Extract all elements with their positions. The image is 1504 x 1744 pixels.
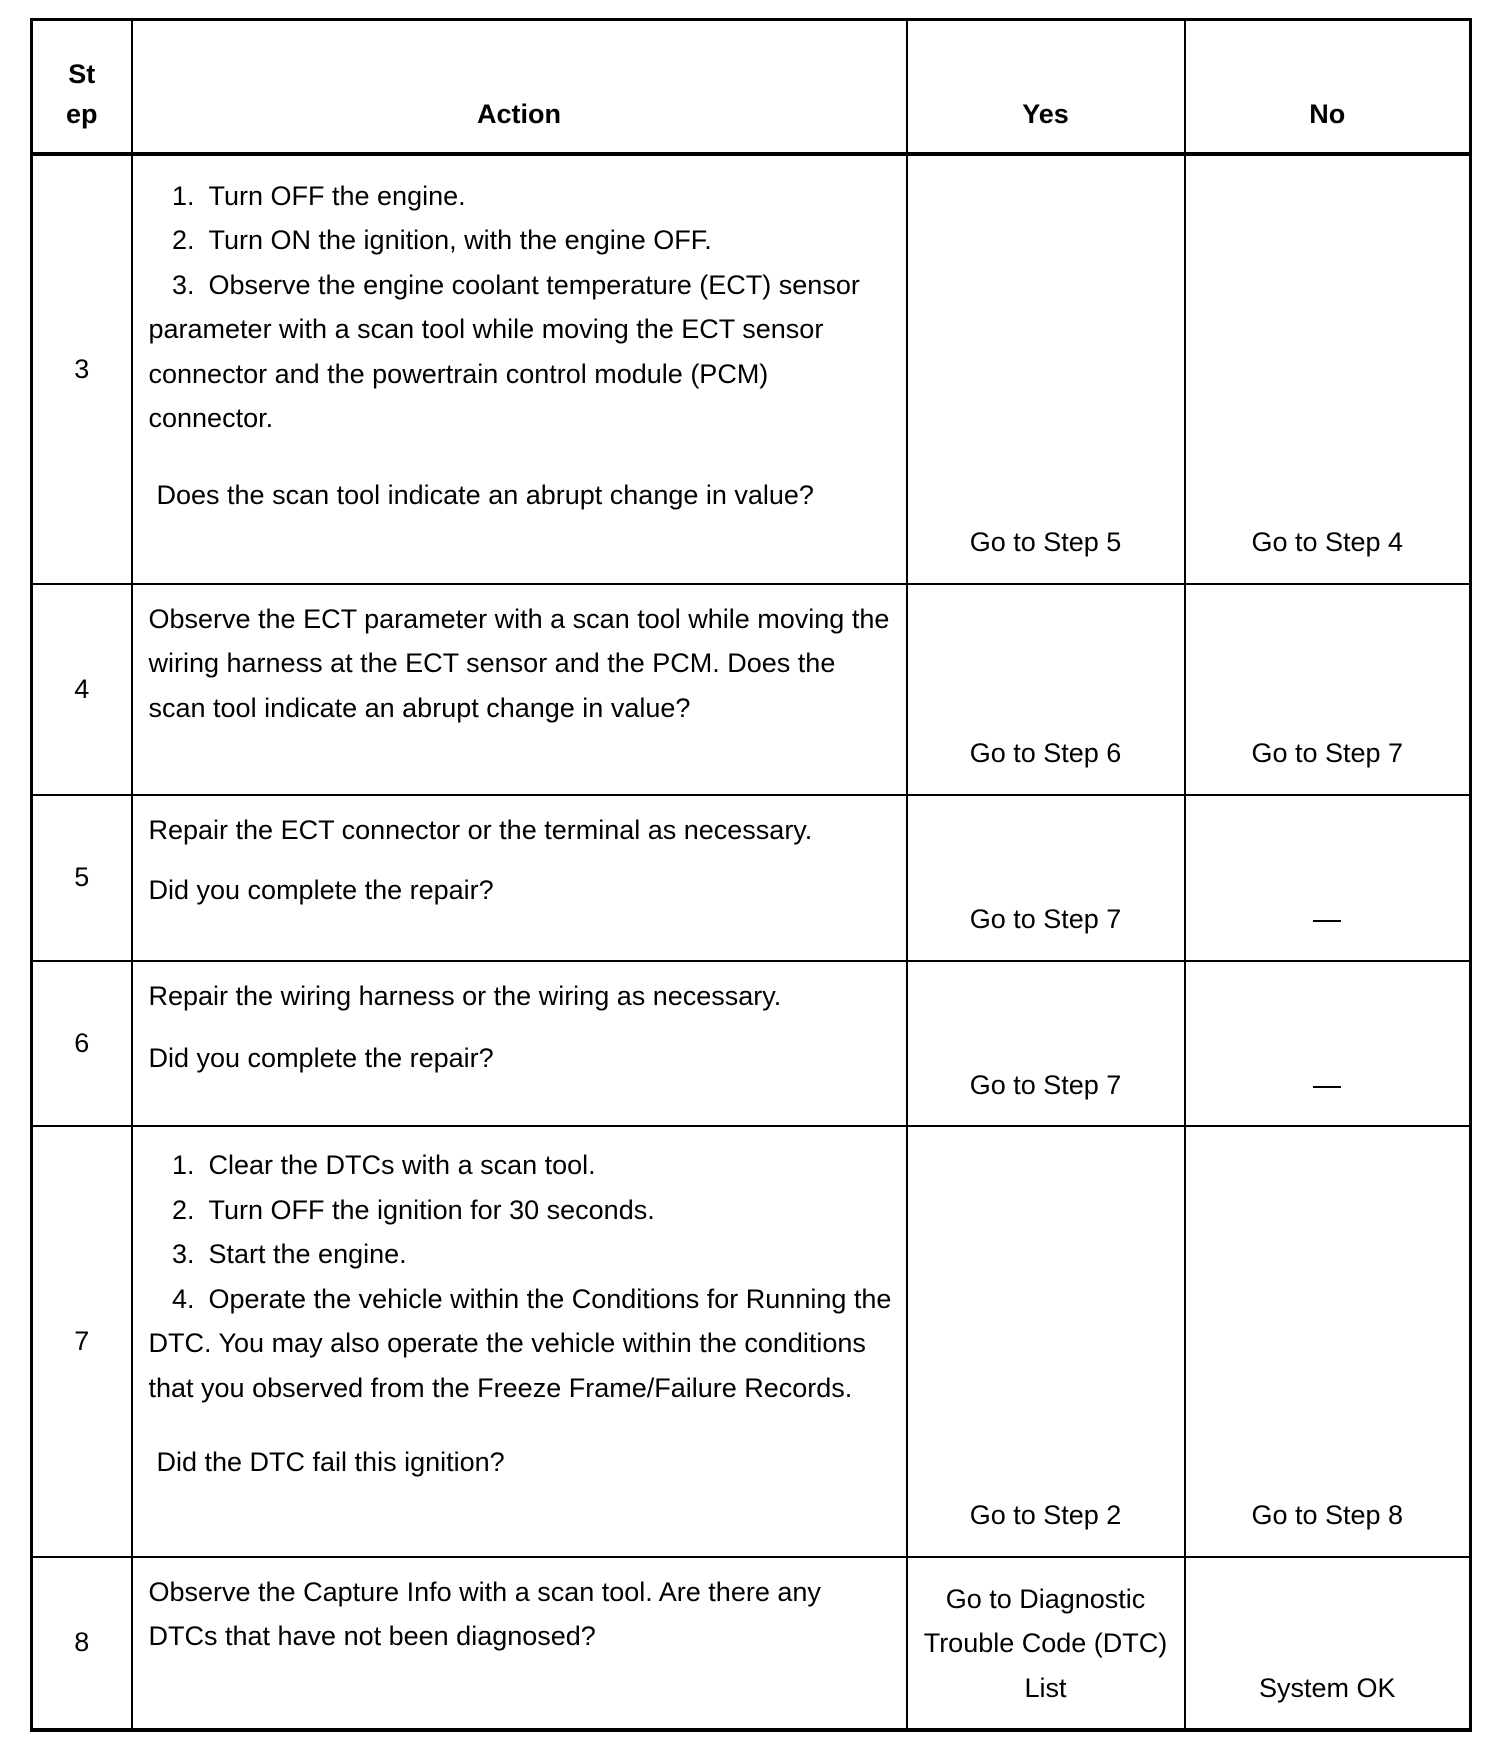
step-item-number: 3.	[171, 1239, 195, 1270]
header-step-label: St ep	[65, 58, 98, 129]
dash-icon	[1313, 920, 1341, 922]
table-row	[32, 584, 1471, 795]
action-steps	[149, 1143, 896, 1410]
yes-cell: Go to Step 7	[907, 795, 1185, 961]
table-row	[32, 1557, 1471, 1730]
header-step	[32, 20, 132, 154]
action-step	[149, 1188, 896, 1233]
step-item-number: 2.	[171, 1194, 195, 1225]
step-item-text: Turn OFF the ignition for 30 seconds.	[208, 1194, 655, 1225]
action-question: Did the DTC fail this ignition?	[156, 1447, 505, 1478]
step-item-text: Turn OFF the engine.	[208, 180, 466, 211]
no-cell: Go to Step 4	[1185, 154, 1471, 584]
yes-cell: Go to Step 7	[907, 961, 1185, 1127]
step-item-text: Start the engine.	[208, 1239, 407, 1270]
action-cell	[132, 961, 907, 1127]
action-step	[149, 218, 896, 263]
step-item-number: 2.	[171, 225, 195, 255]
header-action: Action	[132, 20, 907, 154]
step-number: 4	[32, 584, 132, 795]
dash-icon	[1313, 1086, 1341, 1088]
action-steps	[149, 174, 896, 441]
yes-cell: Go to Step 2	[907, 1126, 1185, 1556]
no-cell: Go to Step 8	[1185, 1126, 1471, 1556]
action-text: Repair the wiring harness or the wiring as necessary.	[148, 980, 782, 1011]
yes-cell	[907, 1557, 1185, 1730]
yes-cell: Go to Step 5	[907, 154, 1185, 584]
table-row	[32, 154, 1471, 584]
action-step	[149, 1232, 896, 1277]
step-item-text: Clear the DTCs with a scan tool.	[208, 1150, 596, 1181]
action-step	[149, 1277, 896, 1411]
no-cell: System OK	[1185, 1557, 1471, 1730]
step-item-number: 4.	[171, 1283, 195, 1314]
step-number: 8	[32, 1557, 132, 1730]
action-cell	[132, 1557, 907, 1730]
no-cell	[1185, 961, 1471, 1127]
action-text: Observe the Capture Info with a scan tool. Are there any DTCs that have not been diagnosed?	[148, 1576, 821, 1652]
step-item-text: Turn ON the ignition, with the engine OFF.	[208, 225, 712, 255]
table-row	[32, 961, 1471, 1127]
step-number: 7	[32, 1126, 132, 1556]
header-no: No	[1185, 20, 1471, 154]
step-item-number: 1.	[171, 1150, 195, 1181]
action-step	[149, 263, 896, 441]
action-question: Did you complete the repair?	[148, 1043, 494, 1073]
step-number: 3	[32, 154, 132, 584]
header-row	[32, 20, 1471, 154]
no-cell: Go to Step 7	[1185, 584, 1471, 795]
action-cell	[132, 154, 907, 584]
action-cell	[132, 795, 907, 961]
step-item-text: Observe the engine coolant temperature (ECT) sensor parameter with a scan tool while moving the ECT sensor connector and the powertrain control module (PCM) connector.	[148, 269, 860, 433]
yes-cell: Go to Step 6	[907, 584, 1185, 795]
step-number: 6	[32, 961, 132, 1127]
action-question: Does the scan tool indicate an abrupt change in value?	[156, 479, 814, 510]
step-item-number: 1.	[171, 180, 195, 211]
action-cell	[132, 1126, 907, 1556]
step-item-text: Operate the vehicle within the Conditions for Running the DTC. You may also operate the vehicle within the conditions that you observed from the Freeze Frame/Failure Records.	[148, 1283, 892, 1403]
diagnostic-table	[30, 18, 1472, 1732]
step-item-number: 3.	[171, 269, 195, 300]
action-step	[149, 1143, 896, 1188]
yes-link-text: Go to Diagnostic Trouble Code (DTC) List	[923, 1583, 1168, 1703]
action-text: Observe the ECT parameter with a scan tool while moving the wiring harness at the ECT sensor and the PCM. Does the scan tool indicate an abrupt change in value?	[148, 603, 890, 723]
action-cell	[132, 584, 907, 795]
table-row	[32, 795, 1471, 961]
step-number: 5	[32, 795, 132, 961]
header-yes: Yes	[907, 20, 1185, 154]
no-cell	[1185, 795, 1471, 961]
action-text: Repair the ECT connector or the terminal as necessary.	[148, 814, 813, 845]
action-question: Did you complete the repair?	[148, 875, 494, 906]
action-step	[149, 174, 896, 219]
table-row	[32, 1126, 1471, 1556]
